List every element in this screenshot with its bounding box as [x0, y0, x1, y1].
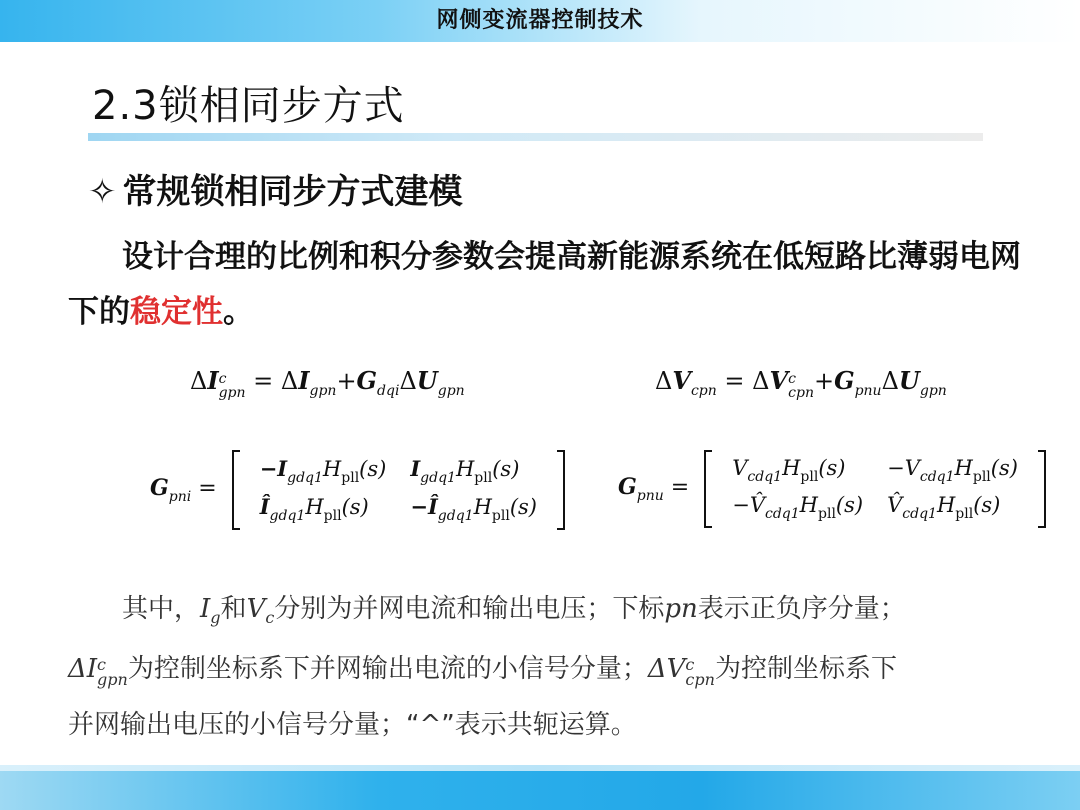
matrix-cell: $-Î_{gdq1}H_{pll}(s)$ — [410, 494, 537, 524]
section-heading-text: 常规锁相同步方式建模 — [122, 172, 463, 212]
equation-current: ΔI c gpn = $\Delta I_{gpn}+G_{dqi}\Delta U_{gpn}$ — [190, 366, 465, 401]
body-paragraph — [68, 230, 1048, 340]
title-underline — [88, 133, 983, 141]
note-line-1: 其中，$I_g$和$V_c$分别为并网电流和输出电压；下标pn表示正负序分量； — [122, 594, 906, 627]
matrix-gpnu-body — [704, 450, 1046, 528]
paragraph-text: 设计合理的比例和积分参数会提高新能源系统在低短路比薄弱电网下的 — [68, 239, 1021, 330]
section-heading — [88, 164, 463, 213]
header-title: 网侧变流器控制技术 — [436, 8, 644, 33]
equation-voltage: $\Delta V_{cpn} = \Delta V$ c cpn $+G_{pnu}\Delta U_{gpn}$ — [655, 366, 947, 401]
matrix-cell: $I_{gdq1}H_{pll}(s)$ — [410, 456, 520, 486]
highlight-stability: 稳定性 — [130, 294, 223, 330]
matrix-cell: $V_{cdq1}H_{pll}(s)$ — [732, 456, 846, 485]
matrix-cell: $V̂_{cdq1}H_{pll}(s)$ — [887, 493, 1001, 522]
matrix-gpni: $G_{pni}$ = $-I_{gdq1}H_{pll}(s)$ $I_{gdq1}H_{pll}(s)$ $Î_{gdq1}H_{pll}(s)$ $-Î_{gdq1}H_{pll}(s)$ — [150, 450, 565, 530]
note-line-2: ΔI c gpn 为控制坐标系下并网输出电流的小信号分量；ΔV c cpn 为控制坐标系下 — [68, 654, 897, 689]
diamond-star-icon: ✧ — [88, 172, 117, 212]
paragraph-end: 。 — [223, 294, 254, 330]
slide-title: 2.3锁相同步方式 — [92, 83, 405, 129]
matrix-cell: $-V_{cdq1}H_{pll}(s)$ — [887, 456, 1018, 485]
matrix-gpnu: $G_{pnu}$ = $V_{cdq1}H_{pll}(s)$ $-V_{cdq1}H_{pll}(s)$ $-V̂_{cdq1}H_{pll}(s)$ $V̂_{cdq1}H_{pll}(s)$ — [618, 450, 1046, 528]
footer-bar — [0, 765, 1080, 810]
note-line-3: 并网输出电压的小信号分量；“^”表示共轭运算。 — [68, 710, 637, 740]
matrix-gpni-body — [232, 450, 565, 530]
matrix-cell: $-I_{gdq1}H_{pll}(s)$ — [259, 456, 387, 486]
matrix-cell: $Î_{gdq1}H_{pll}(s)$ — [259, 494, 369, 524]
matrix-cell: $-V̂_{cdq1}H_{pll}(s)$ — [732, 493, 864, 522]
